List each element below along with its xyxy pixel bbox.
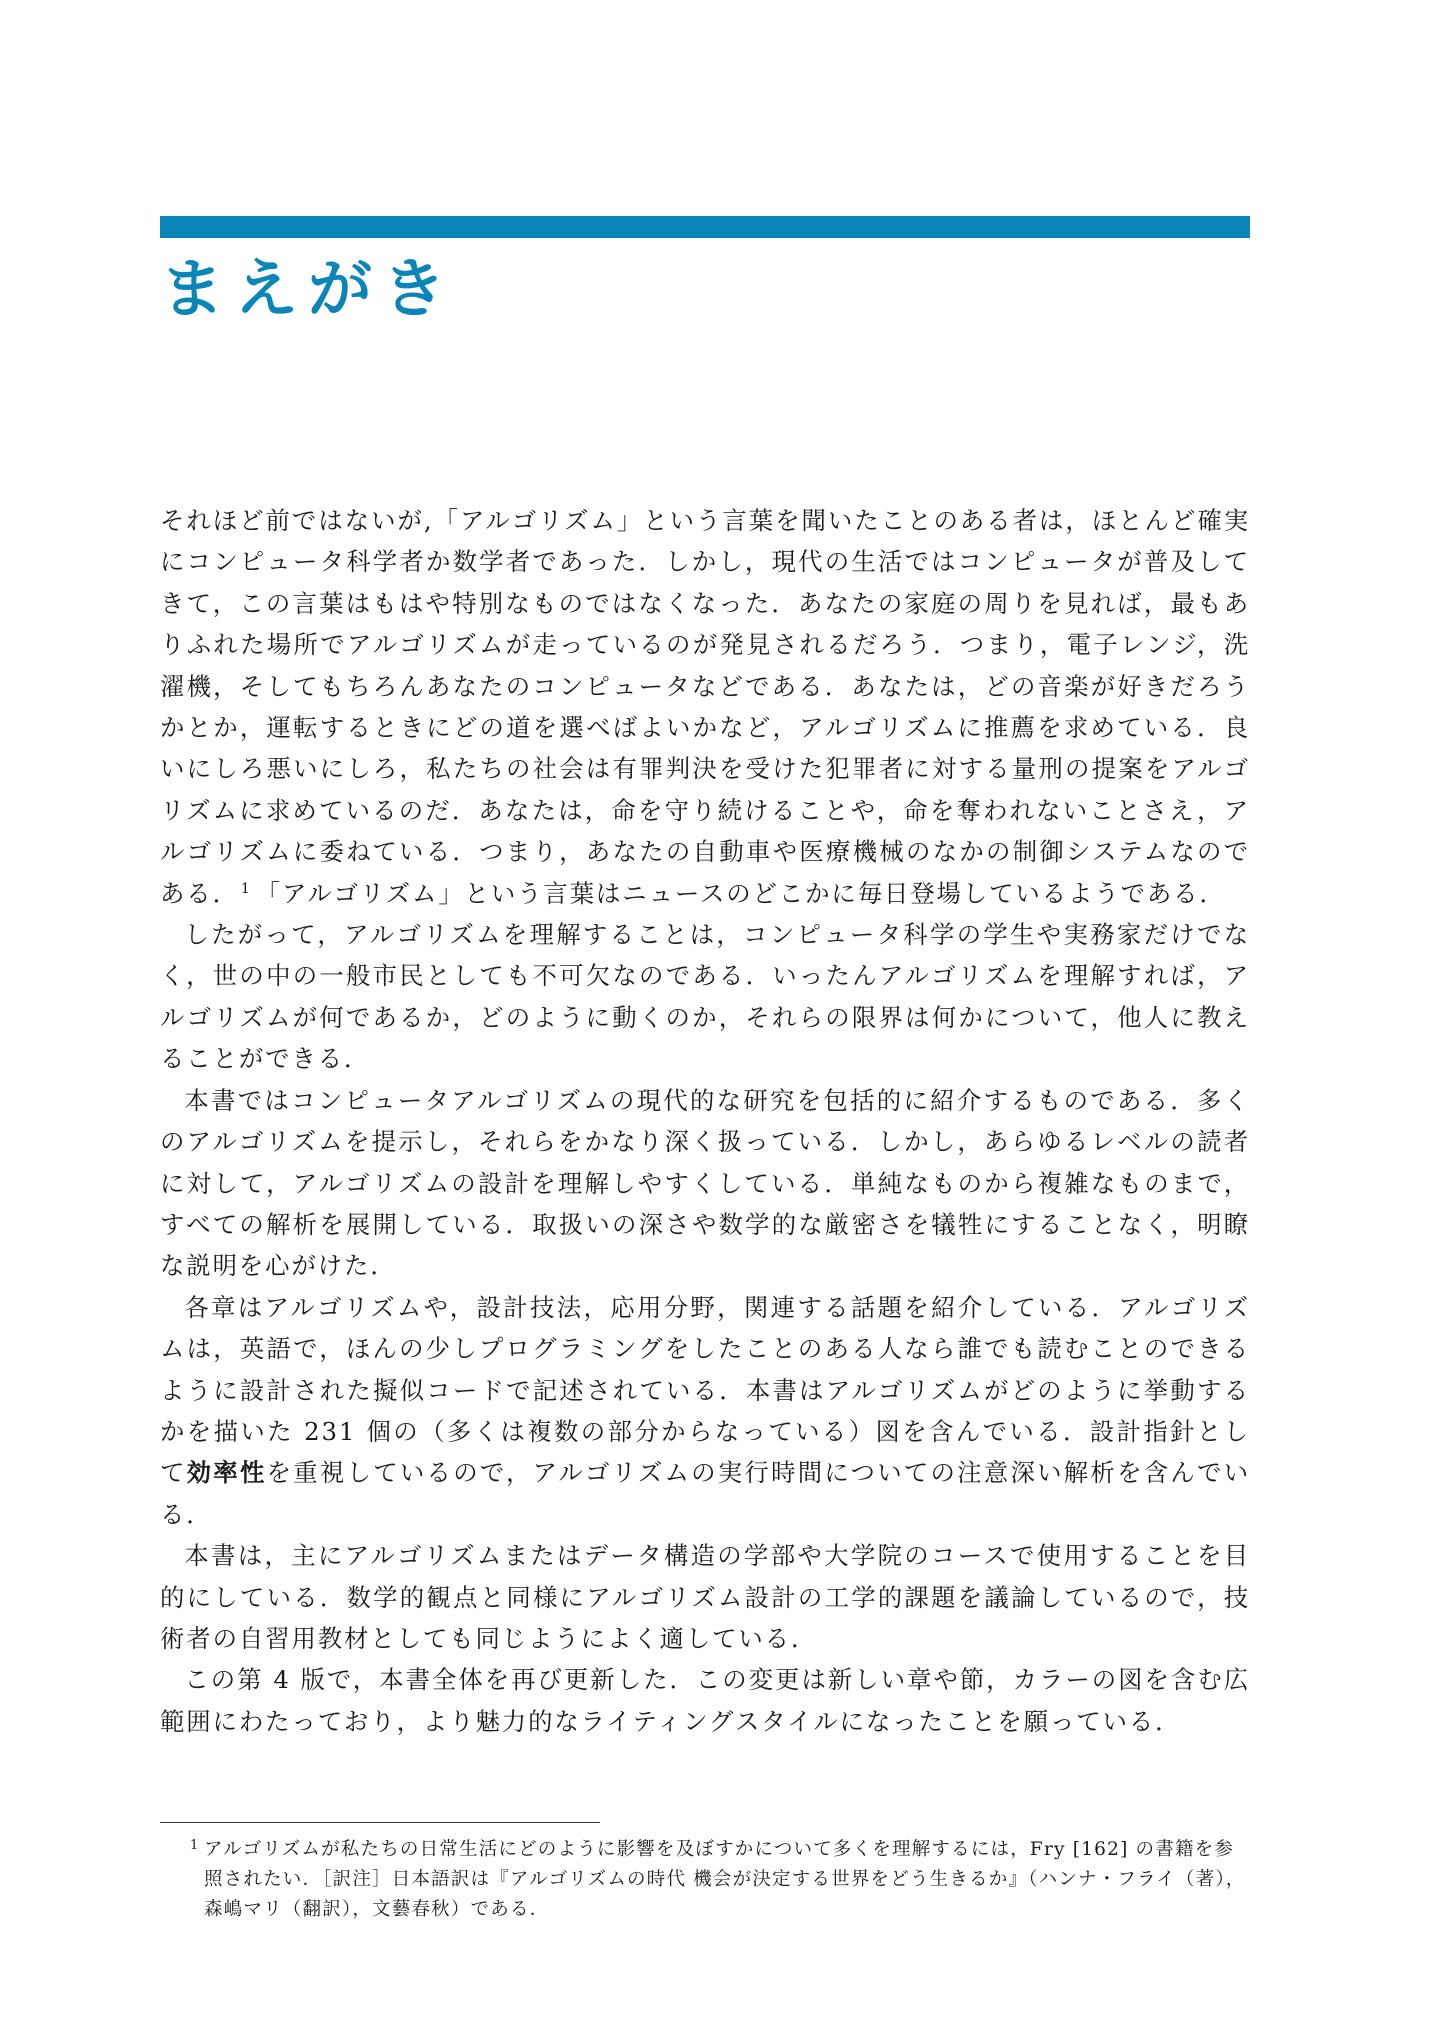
preface-body: [160, 500, 1250, 1742]
paragraph-6: この第 4 版で，本書全体を再び更新した．この変更は新しい章や節，カラーの図を含む広範囲にわたっており，より魅力的なライティングスタイルになったことを願っている．: [160, 1665, 1250, 1736]
paragraph-5: 本書は，主にアルゴリズムまたはデータ構造の学部や大学院のコースで使用することを目的にしている．数学的観点と同様にアルゴリズム設計の工学的課題を議論しているので，技術者の自習用教材としても同じようによく適している．: [160, 1541, 1250, 1653]
footnote-reference[interactable]: 1: [240, 880, 252, 897]
paragraph-2: したがって，アルゴリズムを理解することは，コンピュータ科学の学生や実務家だけでなく，世の中の一般市民としても不可欠なのである．いったんアルゴリズムを理解すれば，アルゴリズムが何であるか，どのように動くのか，それらの限界は何かについて，他人に教えることができる．: [160, 920, 1250, 1074]
paragraph-4: [160, 1287, 1250, 1535]
paragraph-1-text-continued: 「アルゴリズム」という言葉はニュースのどこかに毎日登場しているようである．: [255, 878, 1226, 908]
paragraph-4-text-continued: を重視しているので，アルゴリズムの実行時間についての注意深い解析を含んでいる．: [160, 1458, 1250, 1529]
paragraph-1-text: それほど前ではないが,「アルゴリズム」という言葉を聞いたことのある者は，ほとんど確実にコンピュータ科学者か数学者であった．しかし，現代の生活ではコンピュータが普及してきて，この言葉はもはや特別なものではなくなった．あなたの家庭の周りを見れば，最もありふれた場所でアルゴリズムが走っているのが発見されるだろう．つまり，電子レンジ，洗濯機，そしてもちろんあなたのコンピュータなどである．あなたは，どの音楽が好きだろうかとか，運転するときにどの道を選べばよいかなど，アルゴリズムに推薦を求めている．良いにしろ悪いにしろ，私たちの社会は有罪判決を受けた犯罪者に対する量刑の提案をアルゴリズムに求めているのだ．あなたは，命を守り続けることや，命を奪われないことさえ，アルゴリズムに委ねている．つまり，あなたの自動車や医療機械のなかの制御システムなのである．: [160, 506, 1250, 908]
paragraph-1: [160, 500, 1250, 914]
footnote-mark: 1: [190, 1838, 200, 1853]
bold-term-efficiency: 効率性: [186, 1458, 267, 1488]
paragraph-3: 本書ではコンピュータアルゴリズムの現代的な研究を包括的に紹介するものである．多くのアルゴリズムを提示し，それらをかなり深く扱っている．しかし，あらゆるレベルの読者に対して，アルゴリズムの設計を理解しやすくしている．単純なものから複雑なものまで，すべての解析を展開している．取扱いの深さや数学的な厳密さを犠牲にすることなく，明瞭な説明を心がけた．: [160, 1085, 1250, 1281]
chapter-title: まえがき: [160, 253, 456, 327]
footnote-rule: [160, 1822, 600, 1823]
chapter-title-rule: [160, 216, 1250, 238]
footnote-text: アルゴリズムが私たちの日常生活にどのように影響を及ぼすかについて多くを理解するには，Fry [162] の書籍を参照されたい．［訳注］日本語訳は『アルゴリズムの時代 機会が決定する世界をどう生きるか』（ハンナ・フライ（著），森嶋マリ（翻訳），文藝春秋）である．: [204, 1839, 1246, 1920]
footnote: [190, 1835, 1250, 1925]
paragraph-4-text: 各章はアルゴリズムや，設計技法，応用分野，関連する話題を紹介している．アルゴリズムは，英語で，ほんの少しプログラミングをしたことのある人なら誰でも読むことのできるように設計された擬似コードで記述されている．本書はアルゴリズムがどのように挙動するかを描いた 231 個の（多くは複数の部分からなっている）図を含んでいる．設計指針として: [160, 1292, 1250, 1488]
